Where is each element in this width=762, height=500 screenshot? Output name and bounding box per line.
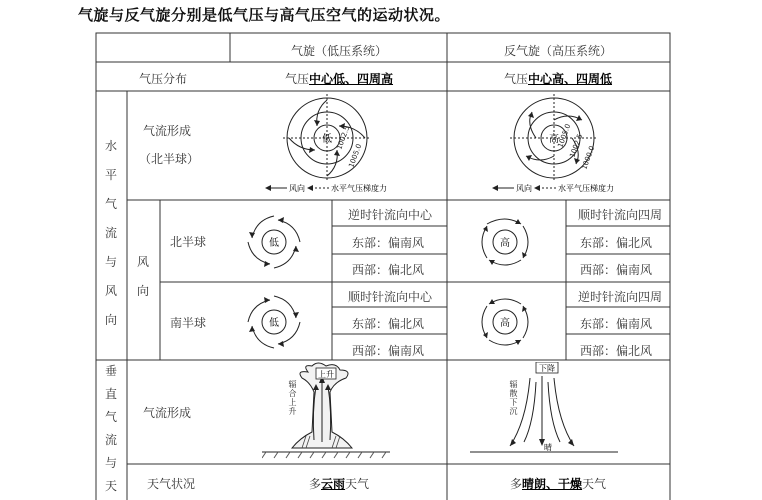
south-anti-east: 东部：偏南风 xyxy=(580,317,653,331)
cyclone-vertical-diagram xyxy=(262,362,392,462)
north-anti-west: 西部：偏南风 xyxy=(580,263,653,277)
south-anti-dir: 逆时针流向四周 xyxy=(578,290,663,304)
south-cyc-dir: 顺时针流向中心 xyxy=(348,290,433,304)
anticyclone-formation-diagram xyxy=(482,92,652,200)
north-cyclone-icon xyxy=(244,212,304,272)
south-label: 南半球 xyxy=(170,316,207,330)
wind-label: 风 向 xyxy=(136,255,149,298)
cyclone-center-label: 低 xyxy=(322,134,332,145)
intro-text: 气旋与反气旋分别是低气压与高气压空气的运动状况。 xyxy=(78,6,451,24)
side-label-horizontal: 水 平 气 流 与 风 向 xyxy=(104,139,117,327)
south-cyclone-icon xyxy=(244,292,304,352)
anticyclone-center-label: 高 xyxy=(549,134,559,145)
legend-pgf: 水平气压梯度力 xyxy=(331,184,387,193)
north-label: 北半球 xyxy=(170,235,207,249)
anticyclone-isobar-2: 1002.5 xyxy=(568,132,585,159)
header-anticyclone: 反气旋（高压系统） xyxy=(503,44,613,58)
formation-label: 气流形成 xyxy=(143,124,192,138)
north-anticyclone-center: 高 xyxy=(500,238,510,249)
north-cyc-east: 东部：偏南风 xyxy=(352,236,425,250)
south-cyclone-center: 低 xyxy=(269,318,279,329)
cyclone-isobar-2: 1005.0 xyxy=(347,142,364,169)
side-label-vertical: 垂 直 气 流 与 天 xyxy=(104,364,117,493)
north-anti-dir: 顺时针流向四周 xyxy=(578,208,663,222)
south-anti-west: 西部：偏北风 xyxy=(580,344,653,358)
pressure-label: 气压分布 xyxy=(138,72,188,86)
north-cyc-dir: 逆时针流向中心 xyxy=(348,208,433,222)
weather-label: 天气状况 xyxy=(147,477,196,491)
header-cyclone: 气旋（低压系统） xyxy=(290,44,388,58)
north-cyc-west: 西部：偏北风 xyxy=(352,263,425,277)
legend-wind: 风向 xyxy=(289,184,305,193)
weather-cyclone: 多云雨天气 xyxy=(308,477,370,491)
cyclone-formation-diagram xyxy=(255,92,425,200)
cyclone-up-label: 上升 xyxy=(318,370,334,379)
pressure-cyclone: 气压中心低、四周高 xyxy=(284,72,394,86)
weather-anticyclone: 多晴朗、干燥天气 xyxy=(509,477,607,491)
anticyclone-radiate-label: 辐 散 下 沉 xyxy=(509,380,518,416)
cyclone-radiate-label: 辐 合 上 升 xyxy=(288,380,297,416)
anticyclone-vertical-diagram xyxy=(470,362,620,462)
legend-wind-anti: 风向 xyxy=(516,184,532,193)
cyclone-isobar-1: 1002.5 xyxy=(335,124,352,151)
pressure-anticyclone: 气压中心高、四周低 xyxy=(503,72,613,86)
anticyclone-isobar-1: 1005.0 xyxy=(556,122,573,149)
vertical-formation-label: 气流形成 xyxy=(143,406,192,420)
formation-sublabel: （北半球） xyxy=(139,152,200,166)
anticyclone-isobar-3: 1000.0 xyxy=(580,144,597,171)
north-cyclone-center: 低 xyxy=(269,238,279,249)
anticyclone-bottom-label: 晴 xyxy=(544,443,552,452)
south-anticyclone-icon xyxy=(475,292,535,352)
anticyclone-down-label: 下降 xyxy=(539,364,555,373)
south-anticyclone-center: 高 xyxy=(500,318,510,329)
north-anticyclone-icon xyxy=(475,212,535,272)
south-cyc-east: 东部：偏北风 xyxy=(352,317,425,331)
south-cyc-west: 西部：偏南风 xyxy=(352,344,425,358)
legend-pgf-anti: 水平气压梯度力 xyxy=(558,184,614,193)
north-anti-east: 东部：偏北风 xyxy=(580,236,653,250)
